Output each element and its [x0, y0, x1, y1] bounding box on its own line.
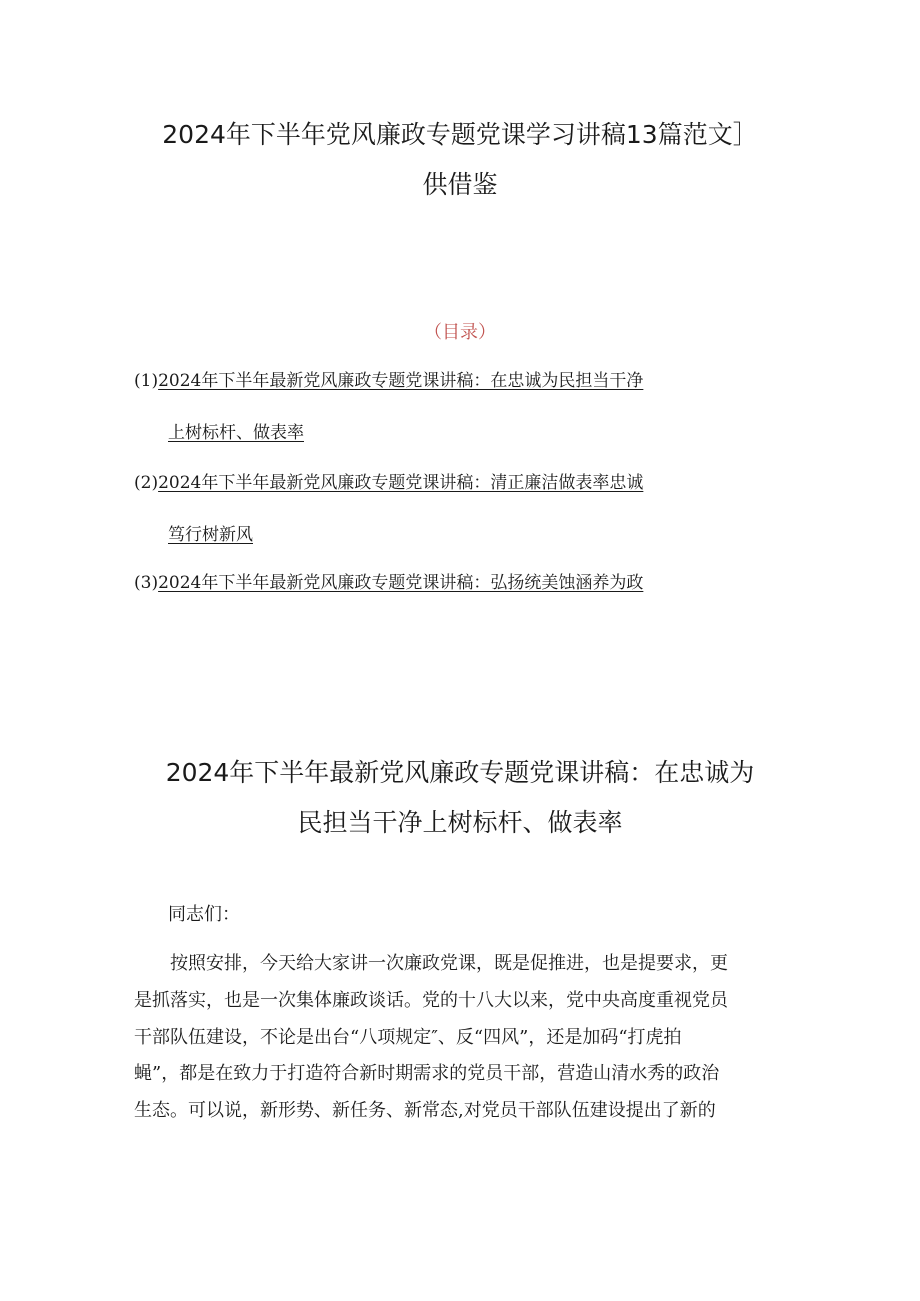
salutation: 同志们： [168, 904, 240, 925]
toc-item-2-continuation[interactable] [168, 520, 253, 545]
article-title-line1: 2024年下半年最新党风廉政专题党课讲稿：在忠诚为 [165, 758, 755, 787]
toc-item-1-continuation[interactable] [168, 418, 304, 443]
toc-item-3[interactable] [134, 568, 643, 593]
paragraph-line: 蝇”，都是在致力于打造符合新时期需求的党员干部，营造山清水秀的政治 [134, 1063, 720, 1085]
toc-item-number: (3) [134, 573, 159, 593]
article-title [110, 748, 810, 848]
toc-item-number: (2) [134, 473, 159, 493]
toc-item-link[interactable]: 2024年下半年最新党风廉政专题党课讲稿：清正廉洁做表率忠诚 [158, 473, 644, 493]
toc-item-link[interactable]: 2024年下半年最新党风廉政专题党课讲稿：弘扬统美蚀涵养为政 [158, 573, 644, 593]
paragraph-line: 生态。可以说，新形势、新任务、新常态,对党员干部队伍建设提出了新的 [134, 1100, 716, 1122]
article-paragraph [134, 946, 794, 1130]
document-title-line1: 2024年下半年党风廉政专题党课学习讲稿13篇范文］ [162, 120, 758, 149]
toc-item-1[interactable] [134, 366, 643, 391]
toc-heading: （目录） [424, 322, 496, 343]
paragraph-line: 按照安排，今天给大家讲一次廉政党课，既是促推进，也是提要求，更 [134, 953, 728, 974]
article-title-line2: 民担当干净上树标杆、做表率 [297, 808, 623, 837]
document-title-line2: 供借鉴 [422, 170, 498, 199]
document-title [110, 110, 810, 210]
toc-item-link[interactable]: 上树标杆、做表率 [168, 423, 304, 443]
paragraph-line: 干部队伍建设，不论是出台“八项规定″、反“四风”，还是加码“打虎拍 [134, 1026, 682, 1048]
toc-item-link[interactable]: 笃行树新风 [168, 525, 253, 545]
toc-item-link[interactable]: 2024年下半年最新党风廉政专题党课讲稿：在忠诚为民担当干净 [158, 371, 644, 391]
paragraph-line: 是抓落实，也是一次集体廉政谈话。党的十八大以来，党中央高度重视党员 [134, 989, 728, 1011]
toc-item-2[interactable] [134, 468, 643, 493]
toc-item-number: (1) [134, 371, 159, 391]
